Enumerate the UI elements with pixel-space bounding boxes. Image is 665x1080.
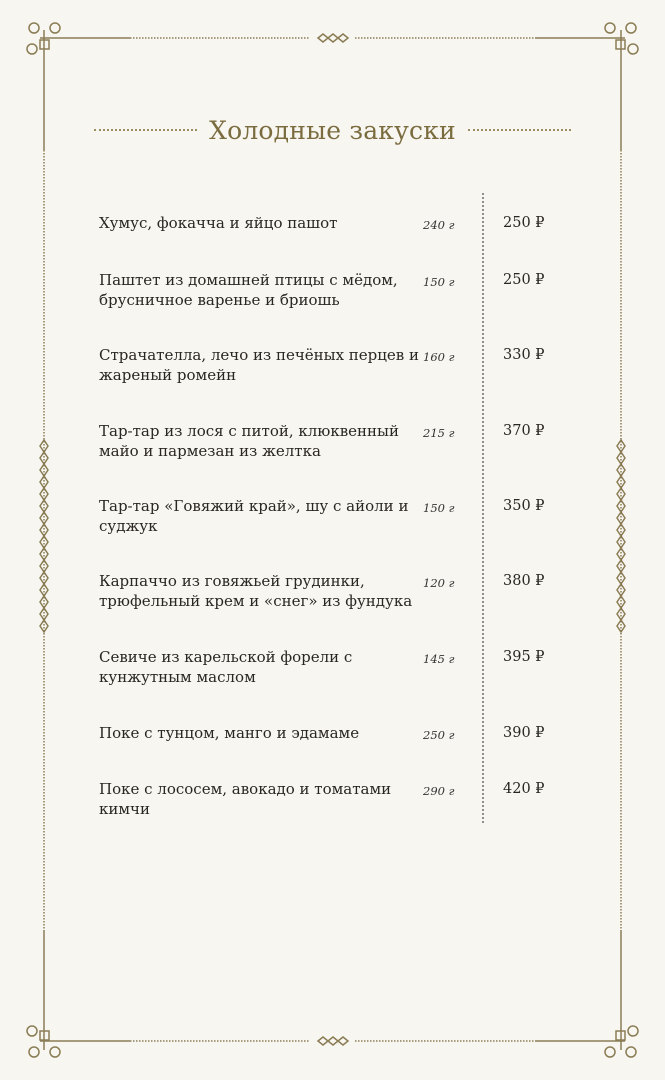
- price-column-divider: [482, 193, 484, 823]
- menu-item-name: Паштет из домашней птицы с мёдом, брусничное варенье и бриошь: [99, 271, 398, 309]
- menu-item-price: 420 ₽: [503, 781, 545, 797]
- section-title-wrap: [0, 108, 665, 145]
- menu-item-price: 350 ₽: [503, 498, 545, 514]
- menu-item-name: Хумус, фокачча и яйцо пашот: [99, 214, 338, 232]
- section-title: Холодные закуски: [209, 115, 456, 145]
- menu-item-name: Тар-тар «Говяжий край», шу с айоли и суджук: [99, 497, 409, 535]
- menu-item-name: Карпаччо из говяжьей грудинки, трюфельный крем и «снег» из фундука: [99, 572, 413, 610]
- menu-item-weight: 250 г: [423, 728, 455, 742]
- menu-item-price: 380 ₽: [503, 573, 545, 589]
- menu-item-weight: 120 г: [423, 576, 455, 590]
- menu-item-weight: 150 г: [423, 501, 455, 515]
- title-divider-right: [468, 129, 571, 131]
- menu-item-weight: 150 г: [423, 275, 455, 289]
- menu-item-name: Поке с лососем, авокадо и томатами кимчи: [99, 780, 392, 818]
- menu-item-name: Тар-тар из лося с питой, клюквенный майо и пармезан из желтка: [99, 422, 399, 460]
- menu-item-price: 395 ₽: [503, 649, 545, 665]
- menu-item-weight: 240 г: [423, 218, 455, 232]
- menu-item-name: Страчателла, лечо из печёных перцев и жареный ромейн: [99, 346, 420, 384]
- menu-item-weight: 160 г: [423, 350, 455, 364]
- menu-item-name: Поке с тунцом, манго и эдамаме: [99, 724, 360, 742]
- menu-item-price: 250 ₽: [503, 215, 545, 231]
- menu-item-weight: 145 г: [423, 652, 455, 666]
- title-divider-left: [94, 129, 197, 131]
- menu-item-name: Севиче из карельской форели с кунжутным маслом: [99, 648, 353, 686]
- menu-item-price: 370 ₽: [503, 423, 545, 439]
- menu-item-weight: 215 г: [423, 426, 455, 440]
- menu-item-price: 390 ₽: [503, 725, 545, 741]
- menu-item-price: 330 ₽: [503, 347, 545, 363]
- menu-item-price: 250 ₽: [503, 272, 545, 288]
- menu-item-weight: 290 г: [423, 784, 455, 798]
